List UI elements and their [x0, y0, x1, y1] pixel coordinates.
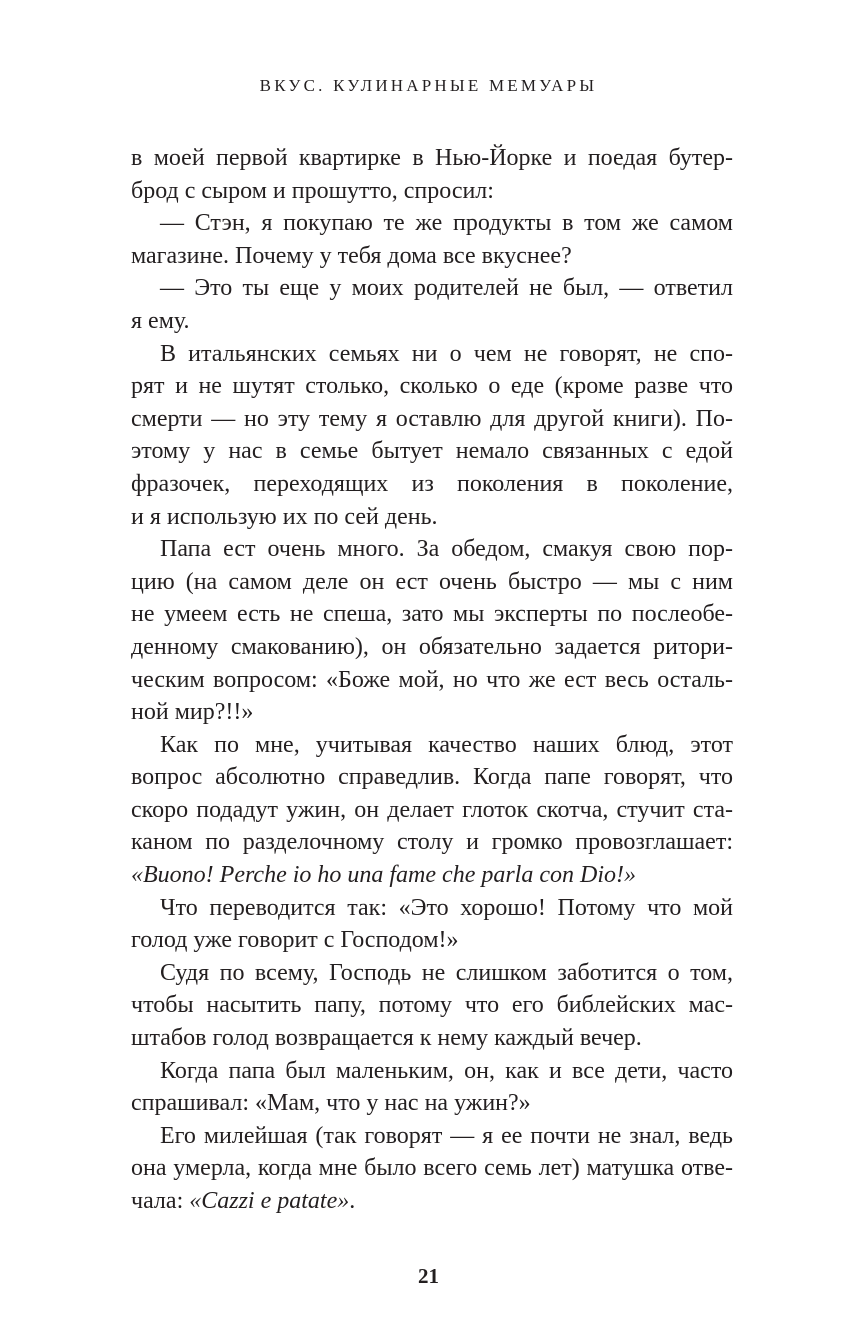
text-line: — Это ты еще у моих родителей не был, — ответил — [160, 275, 733, 302]
text-line: «Buono! Perche io ho una fame che parla con Dio!» — [131, 862, 636, 889]
text-line: скоро подадут ужин, он делает глоток скотча, стучит ста- — [131, 796, 733, 823]
text-line: Его милейшая (так говорят — я ее почти не знал, ведь — [160, 1122, 733, 1149]
text-line: Судя по всему, Господь не слишком заботится о том, — [160, 959, 733, 986]
text-line-last — [131, 1185, 733, 1218]
text-line: этому у нас в семье бытует немало связанных с едой — [131, 438, 733, 465]
text-line: денному смакованию), он обязательно задается ритори- — [131, 633, 733, 660]
text-line: рят и не шутят столько, сколько о еде (кроме разве что — [131, 373, 733, 400]
text-line: вопрос абсолютно справедлив. Когда папе говорят, что — [131, 764, 733, 791]
text-line: — Стэн, я покупаю те же продукты в том же самом — [160, 210, 733, 237]
text-line: ной мир?!!» — [131, 699, 254, 726]
last-line-italic-phrase: «Cazzi e patate» — [189, 1188, 350, 1214]
last-line-prefix: чала: — [131, 1188, 190, 1214]
text-line: смерти — но эту тему я оставлю для другой книги). По- — [131, 405, 733, 432]
text-line: голод уже говорит с Господом!» — [131, 927, 459, 954]
text-line: ческим вопросом: «Боже мой, но что же ест весь осталь- — [131, 666, 733, 693]
text-line: магазине. Почему у тебя дома все вкуснее? — [131, 242, 572, 269]
text-line: она умерла, когда мне было всего семь лет) матушка отве- — [131, 1155, 733, 1182]
text-line: и я использую их по сей день. — [131, 503, 438, 530]
text-line: брод с сыром и прошутто, спросил: — [131, 177, 494, 204]
text-line: Когда папа был маленьким, он, как и все дети, часто — [160, 1057, 733, 1084]
body-text — [131, 142, 733, 1218]
page-number: 21 — [418, 1264, 439, 1288]
text-line: Как по мне, учитывая качество наших блюд, этот — [160, 731, 733, 758]
text-line: Что переводится так: «Это хорошо! Потому что мой — [160, 894, 733, 921]
text-line: цию (на самом деле он ест очень быстро — мы с ним — [131, 568, 733, 595]
text-line: в моей первой квартирке в Нью-Йорке и поедая бутер- — [131, 145, 733, 171]
text-line: фразочек, переходящих из поколения в поколение, — [131, 470, 733, 497]
text-line: спрашивал: «Мам, что у нас на ужин?» — [131, 1090, 531, 1117]
text-line: я ему. — [131, 307, 190, 334]
text-line: чтобы насытить папу, потому что его библейских мас- — [131, 992, 733, 1019]
text-line: не умеем есть не спеша, зато мы эксперты по послеобе- — [131, 601, 733, 628]
text-line: Папа ест очень много. За обедом, смакуя свою пор- — [160, 536, 733, 563]
running-head-title: ВКУС. КУЛИНАРНЫЕ МЕМУАРЫ — [259, 76, 598, 95]
last-line-suffix: . — [349, 1188, 356, 1214]
text-line: каном по разделочному столу и громко провозглашает: — [131, 829, 733, 856]
text-line: штабов голод возвращается к нему каждый вечер. — [131, 1025, 642, 1052]
text-line: В итальянских семьях ни о чем не говорят, не спо- — [160, 340, 733, 367]
